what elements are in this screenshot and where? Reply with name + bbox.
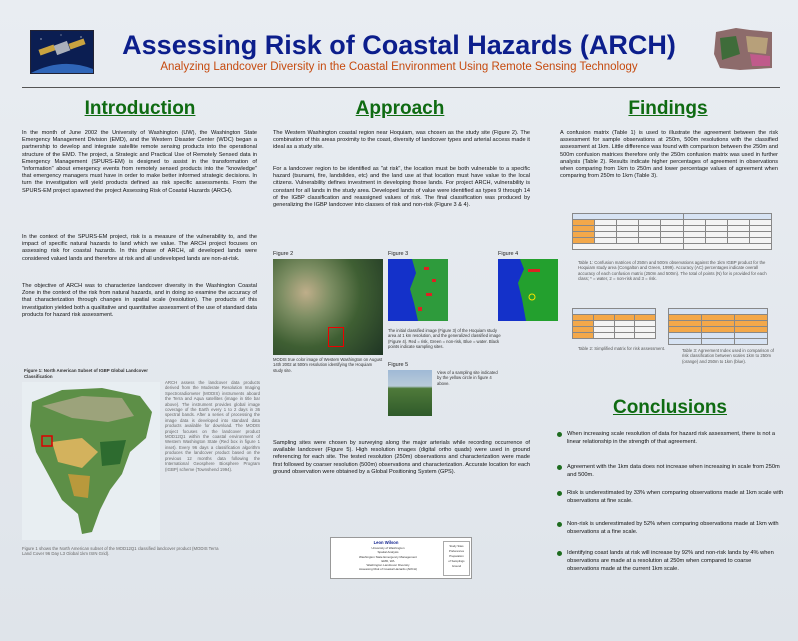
contact-line: Assessing Risk of Coastal Hazards (ARCH) [358, 567, 418, 572]
table-row [573, 333, 656, 339]
north-america-landcover-map [22, 382, 160, 540]
contact-side-line: Preferences [448, 549, 465, 553]
figure-3-classified-image [388, 259, 448, 321]
figure-4-generalized-image [498, 259, 558, 321]
header-divider [22, 87, 780, 88]
table-row [669, 339, 768, 345]
figure-5-caption: View of a sampling site indicated by the yellow circle in figure 4 above. [437, 370, 498, 386]
figure-2-label: Figure 2 [273, 251, 294, 257]
figure-5-site-photo [388, 370, 432, 416]
table-1-caption: Table 1: Confusion matrices of 250m and 500m observations against the 1km IGBP product for the Hoquiam study area (Congalton and Green, 1999). Accuracy (AC) percentages indicate overall accuracy of each confusion matrix (250m and 500m). The total of points (N) for is provided for each class; * = water, 2 = non-risk and 3 = risk. [578, 260, 767, 282]
figure-4-label: Figure 4 [498, 251, 519, 257]
bullet-dot-icon [557, 522, 562, 527]
findings-paragraph: A confusion matrix (Table 1) is used to illustrate the agreement between the risk assessment for sample observations at 250m, 500m resolutions with the classified assessment at 1km. Little difference was found with comparison between the 250m and 500m confusion matrices therefore only the 250m confusion matrix was used in further analysis (Table 2). Results indicate higher percentages of agreement in observations when comparing from 1km to 250m and lower percentage values of agreement when comparing from 250m to 1km (Table 3). [560, 130, 778, 180]
conclusion-text: When increasing scale resolution of data for hazard risk assessment, there is not a linear relationship in the strength of that agreement. [567, 431, 776, 445]
bullet-dot-icon [557, 551, 562, 556]
landcover-map-icon [22, 382, 160, 540]
approach-paragraph-1: The Western Washington coastal region near Hoquiam, was chosen as the study site (Figure 2). The combination of this areas proximity to the coast, diversity of landcover types and arterial access made it ideal as a study site. [273, 130, 530, 151]
introduction-heading: Introduction [84, 98, 196, 119]
table-2-risk-matrix [572, 308, 656, 339]
figure-3-4-caption: The initial classified image (Figure 3) of the Hoquiam study area at 1 km resolution, and the generalized classified image (Figure 4). Red = risk, Green = non-risk, Blue = water. Black points indicate sampling sites. [388, 328, 501, 350]
contact-side-panel [443, 541, 470, 576]
table-row [573, 244, 772, 250]
contact-side-line: Ground [451, 564, 462, 568]
introduction-paragraph-3: The objective of ARCH was to characterize landcover diversity in the Washington Coastal Zone in the context of the risk from natural hazards, and in doing so examine the accuracy of that characterization through changes in spatial scale (resolution). The products of this investigation yielded both a qualitative and quantitative assessment of the use of standard data products for hazard risk assessment. [22, 283, 257, 318]
conclusion-text: Non-risk is underestimated by 52% when comparing observations made at 1km with observations at a fine scale. [567, 521, 779, 535]
table-1-confusion-matrices [572, 213, 772, 250]
figure-1-description: ARCH assess the landcover data products derived from the Moderate Resolution Imaging Spectroradiometer (MODIS) instruments aboard the Terra and Aqua satellites (image in title bar above). The instrument provides global image coverage of the Earth every 1 to 2 days in 36 spectral bands. After a series of processing the image data is developed into standard data products available for download. The MODIS project focuses on the landcover product MOD12Q1 within the coastal environment of Western Washington State (Red box in figure 1 inset). Every 96 days a classification algorithm produces the landcover product based on the previous 12 months data following the International Geosphere Biosphere Program (IGBP) scheme (Townshend 1994). [165, 380, 260, 472]
contact-line: Washington State Emergency Management [359, 554, 417, 559]
contact-line: EMD, WA [381, 558, 395, 563]
approach-paragraph-3: Sampling sites were chosen by surveying along the major arterials while recording occurrence of available landcover (Figure 5). High resolution images (digital ortho quads) were used in ground referencing for each site. The tested resolution (250m) observations and characterization were made first followed by coarser resolution (500m) observations and characterization. Accurate location for each ground observation were obtained by a Global Positioning System (GPS). [273, 440, 530, 475]
contact-line: Spatial Analysis [377, 550, 399, 555]
poster-subtitle: Analyzing Landcover Diversity in the Coastal Environment Using Remote Sensing Technology [160, 61, 638, 73]
contact-box [330, 537, 472, 579]
introduction-paragraph-2: In the context of the SPURS-EM project, risk is a measure of the vulnerability to, and the impact of specific natural hazards to land which we value. The ARCH project focuses on assessing risk for coastal hazards. In this phase of ARCH, all developed lands were considered valued lands and therefore at risk and all undeveloped lands are non-at-risk. [22, 234, 257, 262]
bullet-dot-icon [557, 465, 562, 470]
table-3-agreement-index [668, 308, 768, 345]
conclusions-heading: Conclusions [612, 397, 727, 418]
table-3-caption: Table 3: Agreement Index used in comparison of risk classification between scales 1km to 250m (orange) and 250m to 1km (blue). [682, 348, 774, 364]
contact-side-line: Study Sites [449, 544, 464, 548]
contact-side-line: of Samplings [448, 559, 465, 563]
conclusion-text: Agreement with the 1km data does not increase when increasing in scale from 250m and 500m. [567, 464, 780, 478]
contact-line: University of Washington [371, 546, 405, 550]
generalized-map-icon [498, 259, 558, 321]
contact-lines [335, 546, 441, 572]
classified-map-icon [388, 259, 448, 321]
bullet-dot-icon [557, 432, 562, 437]
approach-heading: Approach [355, 98, 445, 119]
findings-heading: Findings [628, 98, 708, 119]
approach-paragraph-2: For a landcover region to be identified as "at risk", the location must be both vulnerable to a specific hazard (tsunami, fire, landslides, etc) and the land use at that location must have value to the local citizens. Vulnerability defines investment in developing those lands. For project ARCH, vulnerability is constant for all lands in the study area. Developed lands of value were identified as types 9 through 14 of the IGBP classification and reassigned values of risk. The final classification was produced by generalizing the IGBP landcover into classes of risk and non-risk (Figure 3 & 4). [273, 166, 530, 209]
poster-title: Assessing Risk of Coastal Hazards (ARCH) [122, 30, 676, 60]
figure-1-footnote: Figure 1 shows the North American subset of the MOD12Q1 classified landcover product (MODIS Terra Land Cover 96 Day L3 Global 1km ISIN Grid). [22, 546, 219, 557]
bullet-dot-icon [557, 491, 562, 496]
figure-2-caption: MODIS true color image of Western Washington on August 14th 2002 at 500m resolution identifying the Hoquiam study site. [273, 357, 383, 373]
conclusion-text: Risk is underestimated by 33% when comparing observations made at 1km scale with observations at fine scale. [567, 490, 784, 504]
figure-1-caption: Figure 1: North American Subset of IGBP Global Landcover Classification [24, 368, 148, 379]
figure-3-label: Figure 3 [388, 251, 409, 257]
contact-line: Washington Landcover Diversity [366, 563, 410, 568]
table-2-caption: Table 2: Simplified matrix for risk assessment. [578, 346, 666, 351]
contact-title: Leon Wilson [373, 540, 399, 545]
figure-2-satellite-image [273, 259, 383, 355]
contact-side-line: Preparation [449, 554, 464, 558]
conclusion-text: Identifying coast lands at risk will increase by 92% and non-risk lands by 4% when observations are made at a resolution at 250m when compared to coarse observations made at the current 1km scale. [567, 550, 774, 572]
study-site-marker [328, 327, 344, 347]
introduction-paragraph-1: In the month of June 2002 the University of Washington (UW), the Washington State Emergency Management Division (EMD), and the Western Disaster Center (WDC) began a partnership to develop and integrate satellite remote sensing products into the operational structure of the EMD. The project, a Strategic and Practical Use of Remotely Sensed data in Emergency Management (SPURS-EM) is designed to assist in the transformation of "information" about emergency events from remotely sensed products into the "knowledge" that emergency managers must have in order to make better informed strategic decisions. In turn the investigation will yield products defined as risk specific assessments. From the SPURS-EM project spawned the project Assessing Risk of Coastal Hazards (ARCH). [22, 130, 257, 194]
figure-5-label: Figure 5 [388, 362, 409, 368]
